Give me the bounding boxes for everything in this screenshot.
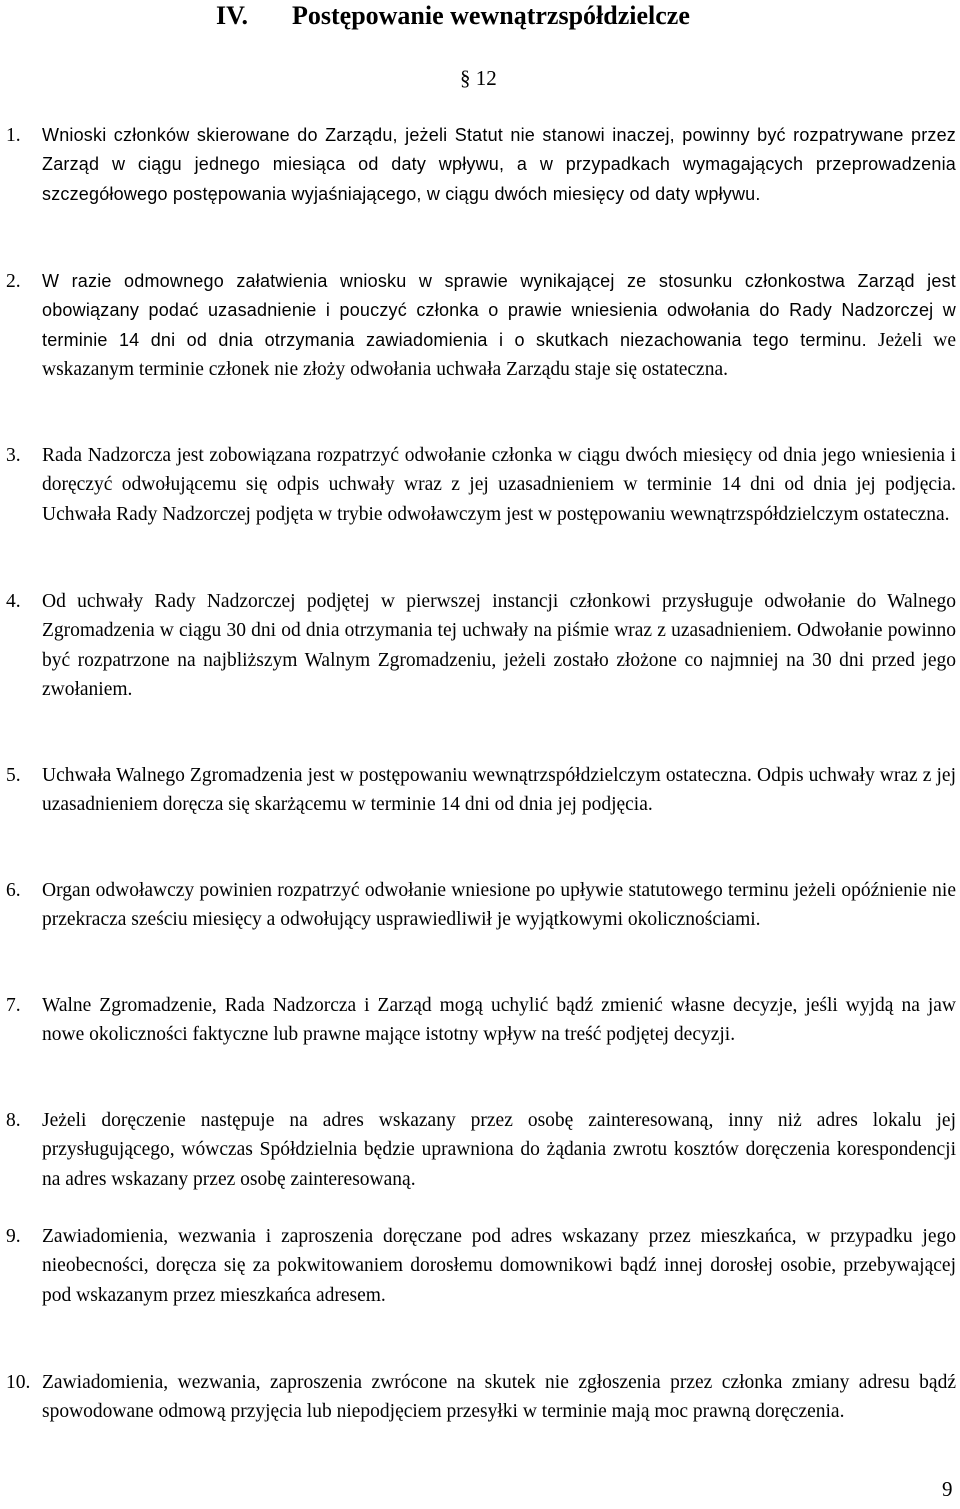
chapter-number: IV.	[216, 1, 249, 30]
list-item	[0, 1368, 956, 1427]
list-item	[0, 267, 956, 385]
item-text: Od uchwały Rady Nadzorczej podjętej w pierwszej instancji członkowi przysługuje odwołanie do Walnego Zgromadzenia w ciągu 30 dni od dnia otrzymania tej uchwały na piśmie wraz z uzasadnieniem. Odwołanie powinno być rozpatrzone na najbliższym Walnym Zgromadzeniu, jeżeli zostało złożone co najmniej na 30 dni przed jego zwołaniem.	[42, 591, 956, 701]
item-text: Uchwała Walnego Zgromadzenia jest w postępowaniu wewnątrzspółdzielczym ostateczna. Odpis uchwały wraz z jej uzasadnieniem doręcza się skarżącemu w terminie 14 dni od dnia jej podjęcia.	[42, 765, 956, 816]
item-text: W razie odmownego załatwienia wniosku w sprawie wynikającej ze stosunku członkostwa Zarząd jest obowiązany podać uzasadnienie i pouczyć członka o prawie wniesienia odwołania do Rady Nadzorczej w terminie 14 dni od dnia otrzymania zawiadomienia i o skutkach niezachowania tego terminu. Jeżeli we wskazanym terminie członek nie złoży odwołania uchwała Zarządu staje się ostateczna.	[42, 271, 956, 381]
item-number: 1.	[6, 125, 21, 146]
page-number: 9	[942, 1477, 953, 1501]
item-number: 8.	[6, 1110, 21, 1131]
list-item	[0, 587, 956, 705]
item-number: 4.	[6, 591, 21, 612]
item-text: Zawiadomienia, wezwania, zaproszenia zwrócone na skutek nie zgłoszenia przez członka zmiany adresu bądź spowodowane odmową przyjęcia lub niepodjęciem przesyłki w terminie mają moc prawną doręczenia.	[42, 1372, 956, 1423]
section-mark: § 12	[460, 66, 497, 90]
chapter-heading	[216, 0, 690, 32]
item-number: 3.	[6, 445, 21, 466]
item-number: 10.	[6, 1372, 31, 1393]
list-item	[0, 121, 956, 209]
item-number: 7.	[6, 995, 21, 1016]
item-text: Wnioski członków skierowane do Zarządu, jeżeli Statut nie stanowi inaczej, powinny być rozpatrywane przez Zarząd w ciągu jednego miesiąca od daty wpływu, a w przypadkach wymagających przeprowadzenia szczegółowego postępowania wyjaśniającego, w ciągu dwóch miesięcy od daty wpływu.	[42, 125, 956, 204]
item-text: Organ odwoławczy powinien rozpatrzyć odwołanie wniesione po upływie statutowego terminu jeżeli opóźnienie nie przekracza sześciu miesięcy a odwołujący usprawiedliwił je wyjątkowymi okolicznościami.	[42, 880, 956, 931]
list-item	[0, 1222, 956, 1310]
item-text: Zawiadomienia, wezwania i zaproszenia doręczane pod adres wskazany przez mieszkańca, w przypadku jego nieobecności, doręcza się za pokwitowaniem dorosłemu domownikowi bądź innej dorosłej osobie, przebywającej pod wskazanym przez mieszkańca adresem.	[42, 1226, 956, 1306]
item-number: 2.	[6, 271, 21, 292]
item-text: Rada Nadzorcza jest zobowiązana rozpatrzyć odwołanie członka w ciągu dwóch miesięcy od dnia jego wniesienia i doręczyć odwołującemu się odpis uchwały wraz z jej uzasadnieniem w terminie 14 dni od dnia jej podjęcia. Uchwała Rady Nadzorczej podjęta w trybie odwoławczym jest w postępowaniu wewnątrzspółdzielczym ostateczna.	[42, 445, 956, 525]
list-item	[0, 1106, 956, 1194]
list-item	[0, 441, 956, 529]
list-item	[0, 761, 956, 820]
item-number: 9.	[6, 1226, 21, 1247]
list-item	[0, 876, 956, 935]
chapter-title: Postępowanie wewnątrzspółdzielcze	[292, 1, 690, 30]
list-item	[0, 991, 956, 1050]
item-text: Jeżeli doręczenie następuje na adres wskazany przez osobę zainteresowaną, inny niż adres lokalu jej przysługującego, wówczas Spółdzielnia będzie uprawniona do żądania zwrotu kosztów doręczenia korespondencji na adres wskazany przez osobę zainteresowaną.	[42, 1110, 956, 1190]
item-text: Walne Zgromadzenie, Rada Nadzorcza i Zarząd mogą uchylić bądź zmienić własne decyzje, jeśli wyjdą na jaw nowe okoliczności faktyczne lub prawne mające istotny wpływ na treść podjętej decyzji.	[42, 995, 956, 1046]
item-number: 6.	[6, 880, 21, 901]
item-number: 5.	[6, 765, 21, 786]
